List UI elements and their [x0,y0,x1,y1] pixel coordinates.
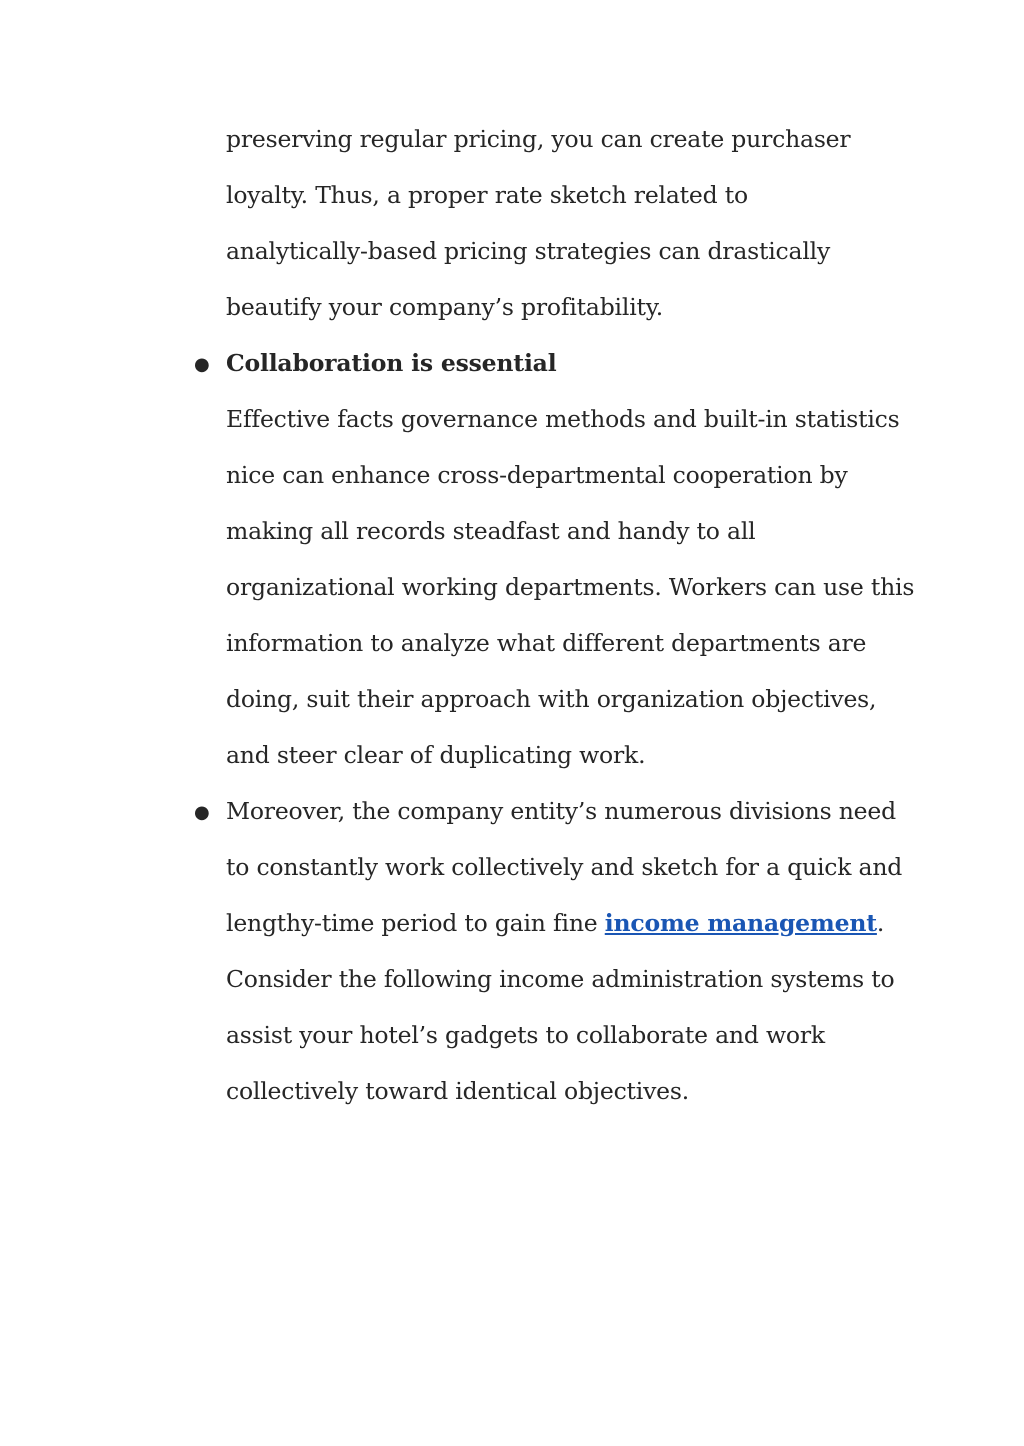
bullet-dot-icon: ● [194,354,210,375]
paragraph-line: nice can enhance cross-departmental cooperation by [226,461,848,489]
paragraph-line: Moreover, the company entity’s numerous divisions need [226,797,896,825]
paragraph-line: preserving regular pricing, you can create purchaser [226,125,851,153]
paragraph-line-with-link [226,907,884,939]
paragraph-line: analytically-based pricing strategies can drastically [226,237,831,265]
paragraph-line: making all records steadfast and handy to all [226,517,756,545]
paragraph-line: collectively toward identical objectives. [226,1077,690,1105]
paragraph-line: Consider the following income administration systems to [226,965,895,993]
paragraph-line: organizational working departments. Workers can use this [226,573,915,601]
paragraph-line: assist your hotel’s gadgets to collaborate and work [226,1021,825,1049]
paragraph-line: doing, suit their approach with organization objectives, [226,685,877,713]
paragraph-line: loyalty. Thus, a proper rate sketch related to [226,181,748,209]
text-after-link: . [876,909,885,937]
text-before-link: lengthy-time period to gain fine [226,909,605,937]
paragraph-line: and steer clear of duplicating work. [226,741,646,769]
paragraph-line: Effective facts governance methods and built-in statistics [226,405,900,433]
paragraph-line: information to analyze what different departments are [226,629,867,657]
income-management-link[interactable]: income management [604,909,877,937]
paragraph-line: beautify your company’s profitability. [226,293,663,321]
section-heading: Collaboration is essential [226,349,557,377]
paragraph-line: to constantly work collectively and sketch for a quick and [226,853,903,881]
bullet-dot-icon: ● [194,802,210,823]
